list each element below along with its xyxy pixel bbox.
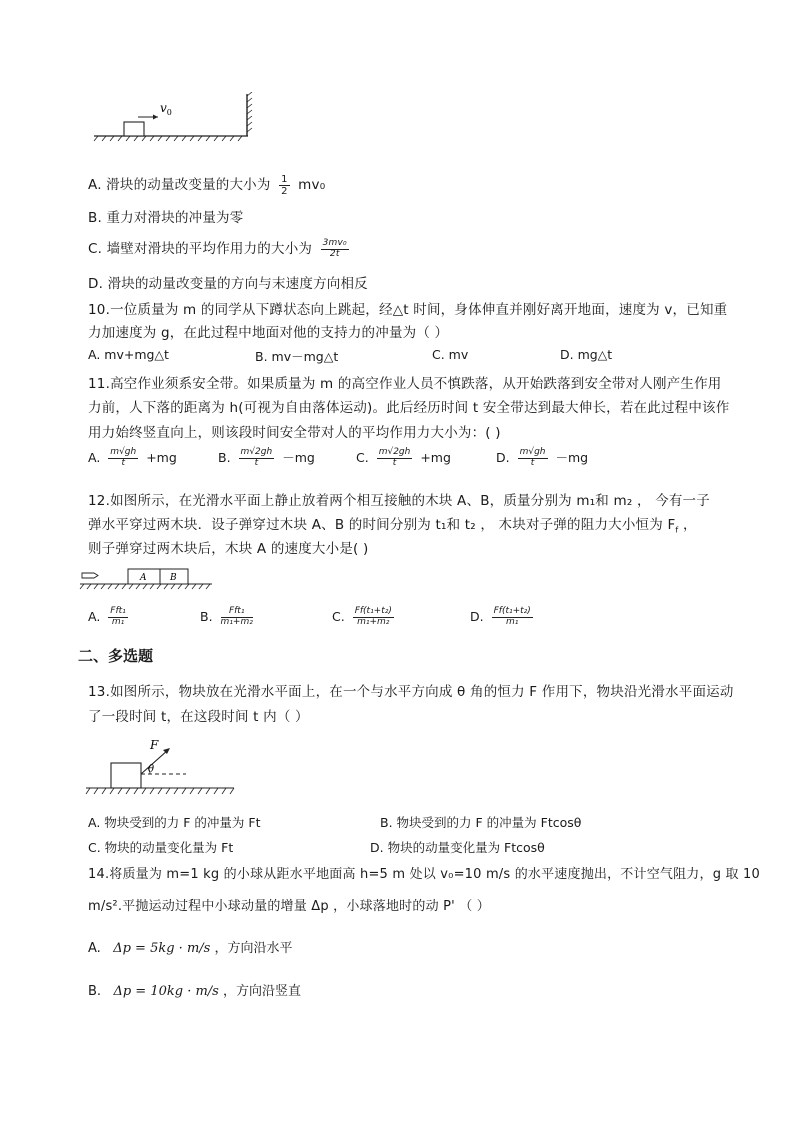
q9-velocity-label: $v_0$ bbox=[160, 101, 172, 117]
q11-option-c-fraction: $\frac{m√2gh}{t}$ bbox=[378, 447, 411, 468]
q13-stem-line1: 13.如图所示，物块放在光滑水平面上，在一个与水平方向成 θ 角的恒力 F 作用下，物块沿光滑水平面运动 bbox=[88, 684, 734, 700]
q12-option-a-fraction: $\frac{\text{Fft₁}}{\text{m₁}}$ bbox=[110, 606, 126, 627]
q12-block-b-label: B bbox=[170, 573, 177, 583]
q11-option-b: B. $\frac{m√2gh}{t}$ －mg bbox=[218, 447, 315, 468]
q12-stem-line1: 12.如图所示，在光滑水平面上静止放着两个相互接触的木块 A、B，质量分别为 m₁和 m₂ ， 今有一子 bbox=[88, 493, 710, 509]
q9-option-d: D. 滑块的动量改变量的方向与末速度方向相反 bbox=[88, 276, 368, 292]
q10-option-d: D. mg△t bbox=[560, 347, 613, 362]
q14-stem-line1: 14.将质量为 m=1 kg 的小球从距水平地面高 h=5 m 处以 v₀=10 m/s 的水平速度抛出，不计空气阻力，g 取 10 bbox=[88, 867, 760, 882]
q12-stem-line2: 弹水平穿过两木块．设子弹穿过木块 A、B 的时间分别为 t₁和 t₂ ， 木块对子弹的阻力大小恒为 $F_f$ ， bbox=[88, 517, 697, 535]
q13-option-a: A. 物块受到的力 F 的冲量为 Ft bbox=[88, 815, 261, 830]
q9-wall-hatch bbox=[247, 92, 252, 132]
q9-option-c-text: C. 墙壁对滑块的平均作用力的大小为 bbox=[88, 241, 313, 257]
q12-bullet bbox=[82, 573, 98, 578]
q9-option-b: B. 重力对滑块的冲量为零 bbox=[88, 210, 244, 226]
q13-stem-line2: 了一段时间 t，在这段时间 t 内（ ） bbox=[88, 709, 309, 725]
q12-option-c: C. $\frac{\text{Ff(t₁+t₂)}}{\text{m₁+m₂}}$ bbox=[332, 606, 392, 627]
q11-option-b-fraction: $\frac{m√2gh}{t}$ bbox=[240, 447, 273, 468]
q9-option-c bbox=[88, 237, 353, 259]
q13-option-b: B. 物块受到的力 F 的冲量为 Ftcosθ bbox=[380, 815, 582, 830]
q11-stem-line3: 用力始终竖直向上，则该段时间安全带对人的平均作用力大小为：( ) bbox=[88, 425, 501, 441]
q10-option-c: C. mv bbox=[432, 347, 469, 362]
q11-option-a-fraction: $\frac{m√gh}{t}$ bbox=[110, 447, 137, 468]
q9-ground-hatch bbox=[94, 136, 242, 141]
q12-option-d-fraction: $\frac{\text{Ff(t₁+t₂)}}{\text{m₁}}$ bbox=[493, 606, 531, 627]
q11-option-a: A. $\frac{m√gh}{t}$ +mg bbox=[88, 447, 177, 468]
q11-stem-line1: 11.高空作业须系安全带。如果质量为 m 的高空作业人员不慎跌落，从开始跌落到安全带对人刚产生作用 bbox=[88, 376, 722, 392]
q12-option-d: D. $\frac{\text{Ff(t₁+t₂)}}{\text{m₁}}$ bbox=[470, 606, 531, 627]
q10-stem-line2: 力加速度为 g，在此过程中地面对他的支持力的冲量为（ ） bbox=[88, 325, 449, 341]
q13-figure bbox=[84, 736, 244, 800]
q11-option-d: D. $\frac{m√gh}{t}$ －mg bbox=[496, 447, 589, 468]
q10-option-a: A. mv+mg△t bbox=[88, 347, 169, 362]
q12-option-c-fraction: $\frac{\text{Ff(t₁+t₂)}}{\text{m₁+m₂}}$ bbox=[354, 606, 392, 627]
q11-option-d-fraction: $\frac{m√gh}{t}$ bbox=[519, 447, 546, 468]
q14-option-b-math: Δp = 10kg · m/s bbox=[113, 984, 219, 999]
q14-option-a: A. Δp = 5kg · m/s ，方向沿水平 bbox=[88, 941, 293, 956]
q14-option-b: B. Δp = 10kg · m/s ，方向沿竖直 bbox=[88, 984, 302, 999]
q13-force-arrow bbox=[141, 750, 168, 774]
q13-force-label: F bbox=[150, 738, 159, 752]
q10-option-b: B. mv－mg△t bbox=[255, 349, 339, 364]
q9-option-c-fraction: $\frac{\text{3mv₀}}{2t}$ bbox=[322, 237, 347, 259]
q12-ground-hatch bbox=[80, 584, 210, 589]
q11-stem-line2: 力前，人下落的距离为 h(可视为自由落体运动)。此后经历时间 t 安全带达到最大伸长，若在此过程中该作 bbox=[88, 400, 730, 416]
q13-ground-hatch bbox=[86, 788, 234, 794]
q13-block bbox=[111, 763, 141, 788]
q9-option-a-tail: mv₀ bbox=[298, 177, 326, 193]
q12-stem-line3: 则子弹穿过两木块后，木块 A 的速度大小是( ) bbox=[88, 541, 369, 557]
q13-option-d: D. 物块的动量变化量为 Ftcosθ bbox=[370, 840, 545, 855]
q14-option-a-math: Δp = 5kg · m/s bbox=[113, 941, 211, 956]
q9-option-a bbox=[88, 173, 325, 197]
q13-angle-label: θ bbox=[148, 764, 155, 775]
section-title-multiple-choice: 二、多选题 bbox=[78, 647, 154, 665]
q14-stem-line2: m/s².平抛运动过程中小球动量的增量 Δp ，小球落地时的动 P' （ ） bbox=[88, 899, 490, 914]
q9-option-a-fraction: $\frac{1}{2}$ bbox=[281, 173, 288, 197]
q12-option-a: A. $\frac{\text{Fft₁}}{\text{m₁}}$ bbox=[88, 606, 126, 627]
q13-option-c: C. 物块的动量变化量为 Ft bbox=[88, 840, 234, 855]
q9-option-a-text: A. 滑块的动量改变量的大小为 bbox=[88, 177, 271, 193]
q12-figure bbox=[78, 566, 218, 592]
q12-block-a-label: A bbox=[140, 573, 147, 583]
q12-option-b: B. $\frac{\text{Fft₁}}{\text{m₁+m₂}}$ bbox=[200, 606, 253, 627]
q9-block bbox=[124, 122, 144, 136]
q9-figure bbox=[90, 92, 260, 142]
q10-stem-line1: 10.一位质量为 m 的同学从下蹲状态向上跳起，经△t 时间，身体伸直并刚好离开地面，速度为 v，已知重 bbox=[88, 302, 728, 318]
q11-option-c: C. $\frac{m√2gh}{t}$ +mg bbox=[356, 447, 451, 468]
q12-option-b-fraction: $\frac{\text{Fft₁}}{\text{m₁+m₂}}$ bbox=[220, 606, 253, 627]
